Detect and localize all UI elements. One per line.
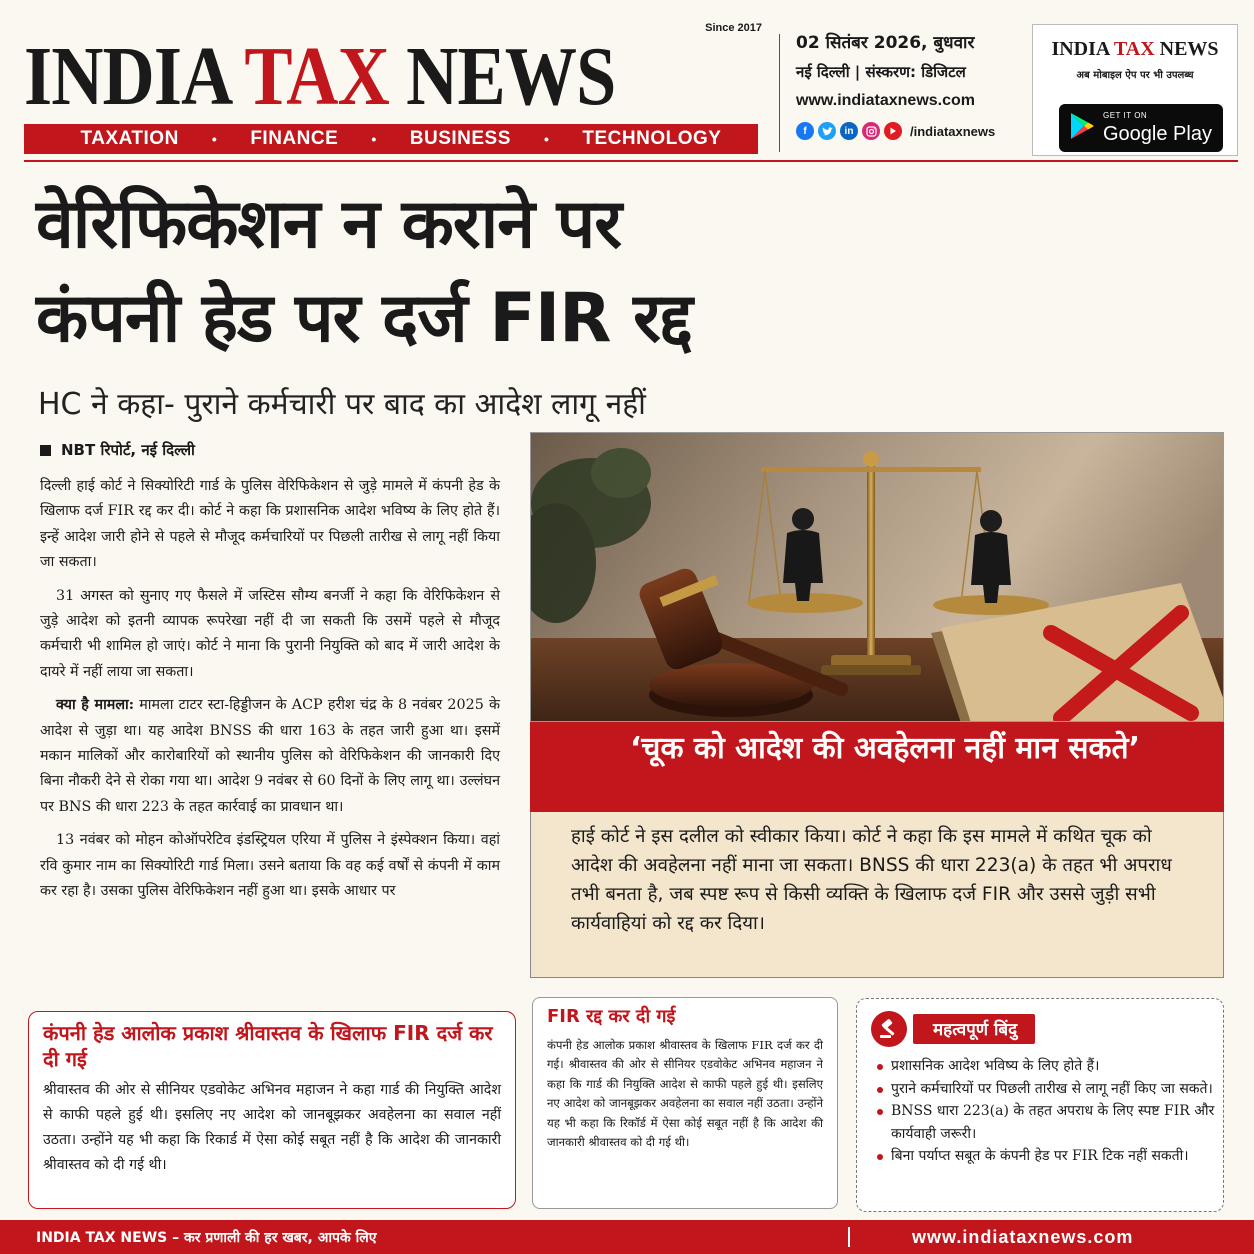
fir-quashed-box (532, 997, 838, 1209)
app-promo-brand (1033, 38, 1237, 61)
masthead-divider (779, 34, 780, 152)
key-point-item: BNSS धारा 223(a) के तहत अपराध के लिए स्पष्ट FIR और कार्यवाही जरूरी। (877, 1100, 1217, 1145)
gavel-icon (871, 1011, 907, 1047)
footer-divider (848, 1227, 850, 1247)
topic-finance[interactable]: FINANCE (250, 128, 339, 149)
key-point-item: पुराने कर्मचारियों पर पिछली तारीख से लागू नहीं किए जा सकते। (877, 1078, 1217, 1101)
social-links (796, 122, 1026, 140)
topics-bar (24, 124, 758, 154)
key-points-list (877, 1055, 1217, 1168)
masthead-rule (24, 160, 1238, 162)
key-point-item: बिना पर्याप्त सबूत के कंपनी हेड पर FIR टिक नहीं सकती। (877, 1145, 1217, 1168)
byline (40, 440, 195, 460)
topic-separator: • (371, 131, 377, 147)
twitter-icon[interactable] (818, 122, 836, 140)
sub-headline: HC ने कहा- पुराने कर्मचारी पर बाद का आदेश लागू नहीं (38, 387, 646, 422)
instagram-icon[interactable] (862, 122, 880, 140)
edition-info (796, 30, 1026, 140)
topic-separator: • (543, 131, 550, 147)
app-brand-part-2: TAX (1113, 38, 1155, 60)
article-body (40, 474, 500, 913)
pull-quote: ‘चूक को आदेश की अवहेलना नहीं मान सकते’ (530, 722, 1224, 812)
facebook-icon[interactable]: f (796, 122, 814, 140)
topic-taxation[interactable]: TAXATION (80, 128, 179, 149)
key-point-item: प्रशासनिक आदेश भविष्य के लिए होते हैं। (877, 1055, 1217, 1078)
key-points-heading: महत्वपूर्ण बिंदु (913, 1014, 1035, 1044)
since-label: Since 2017 (705, 22, 762, 34)
byline-square-icon (40, 445, 51, 456)
fir-registered-box (28, 1011, 516, 1209)
key-points-box (856, 998, 1224, 1212)
app-promo-subtitle: अब मोबाइल ऐप पर भी उपलब्ध (1076, 70, 1194, 81)
fir-quashed-heading: FIR रद्द कर दी गई (547, 1006, 676, 1027)
headline-line-2: कंपनी हेड पर दर्ज FIR रद्द (36, 279, 692, 358)
article-paragraph-3 (40, 693, 500, 820)
case-label: क्या है मामला: (56, 697, 134, 714)
article-paragraph-2: 31 अगस्त को सुनाए गए फैसले में जस्टिस सौम्य बनर्जी ने कहा कि वेरिफिकेशन से जुड़े आदेश को इतनी व्यापक रूपरेखा नहीं दी जा सकती कि उसमें पहले से मौजूद कर्मचारी भी शामिल हो जाएं। कोर्ट ने माना कि पुरानी नियुक्ति को बाद में जारी आदेश के दायरे में नहीं लाया जा सकता। (40, 587, 500, 680)
pull-quote-body: हाई कोर्ट ने इस दलील को स्वीकार किया। कोर्ट ने कहा कि इस मामले में कथित चूक को आदेश की अवहेलना नहीं माना जा सकता। BNSS की धारा 223(a) के तहत भी अपराध तभी बनता है, जब स्पष्ट रूप से किसी व्यक्ति के खिलाफ दर्ज FIR और उससे जुड़ी सभी कार्यवाहियां को रद्द कर दिया। (530, 812, 1224, 978)
brand-logo[interactable] (24, 32, 615, 122)
case-text: मामला टाटर स्टा-हिड्डीजन के ACP हरीश चंद्र के 8 नवंबर 2025 के आदेश से जुड़ा था। यह आदेश BNSS की धारा 163 के तहत जारी हुआ था। इसमें मकान मालिकों और कारोबारियों को स्थानीय पुलिस को वेरिफिकेशन की जानकारी दिए बिना नौकरी देने से रोका गया था। आदेश 9 नवंबर से 60 दिनों के लिए लागू था। उल्लंघन पर BNS की धारा 223 के तहत कार्रवाई का प्रावधान था। (40, 697, 500, 815)
edition-website[interactable]: www.indiataxnews.com (796, 92, 976, 109)
google-play-button[interactable] (1059, 104, 1223, 152)
masthead (24, 18, 762, 158)
google-play-large-text: Google Play (1103, 122, 1212, 145)
youtube-icon[interactable] (884, 122, 902, 140)
fir-registered-body: श्रीवास्तव की ओर से सीनियर एडवोकेट अभिनव महाजन ने कहा गार्ड की नियुक्ति आदेश से काफी पहले हुई थी। इसलिए नए आदेश को जानबूझकर अवहेलना का सवाल नहीं उठता। उन्होंने यह भी कहा कि रिकार्ड में ऐसा कोई सबूत नहीं है कि आदेश की जानकारी श्रीवास्तव को दी गई थी। (43, 1082, 501, 1173)
brand-part-1: INDIA (24, 30, 245, 123)
footer-tagline: INDIA TAX NEWS – कर प्रणाली की हर खबर, आपके लिए (36, 1229, 377, 1246)
footer-website-link[interactable]: www.indiataxnews.com (912, 1226, 1134, 1247)
brand-part-3: NEWS (388, 30, 616, 123)
topic-business[interactable]: BUSINESS (409, 128, 511, 149)
social-handle[interactable]: /indiataxnews (910, 123, 996, 139)
justice-scale-photo (530, 432, 1224, 722)
brand-part-2: TAX (244, 30, 389, 123)
headline-line-1: वेरिफिकेशन न कराने पर (36, 185, 622, 264)
app-promo-box (1032, 24, 1238, 156)
article-paragraph-4: 13 नवंबर को मोहन कोऑपरेटिव इंडस्ट्रियल एरिया में पुलिस ने इंस्पेक्शन किया। वहां रवि कुमार नाम का सिक्योरिटी गार्ड मिला। उसने बताया कि वह कई वर्षों से कंपनी में काम कर रहा है। उसका पुलिस वेरिफिकेशन नहीं हुआ था। इसके आधार पर (40, 832, 500, 900)
edition-date: 02 सितंबर 2026, बुधवार (796, 33, 975, 53)
topic-technology[interactable]: TECHNOLOGY (582, 128, 722, 149)
google-play-icon (1069, 112, 1095, 144)
topic-separator: • (211, 131, 218, 147)
byline-text: NBT रिपोर्ट, नई दिल्ली (61, 441, 195, 459)
article-paragraph-1: दिल्ली हाई कोर्ट ने सिक्योरिटी गार्ड के पुलिस वेरिफिकेशन से जुड़े मामले में कंपनी हेड के खिलाफ दर्ज FIR रद्द कर दी। कोर्ट ने कहा कि प्रशासनिक आदेश भविष्य के लिए होते हैं। इन्हें आदेश जारी होने से पहले से मौजूद कर्मचारियों पर पिछली तारीख से लागू नहीं किया जा सकता। (40, 478, 500, 571)
footer-bar (0, 1220, 1254, 1254)
fir-quashed-body: कंपनी हेड आलोक प्रकाश श्रीवास्तव के खिलाफ FIR दर्ज कर दी गई। श्रीवास्तव की ओर से सीनियर एडवोकेट अभिनव महाजन ने कहा कि गार्ड की नियुक्ति आदेश से काफी पहले हुई थी। इसलिए नए आदेश को जानबूझकर अवहेलना का सवाल नहीं उठता। उन्होंने यह भी कहा कि रिकॉर्ड में ऐसा कोई सबूत नहीं है कि आदेश की जानकारी श्रीवास्तव को दी गई थी। (547, 1038, 823, 1150)
app-brand-part-1: INDIA (1051, 38, 1114, 60)
main-headline (36, 178, 1226, 366)
app-brand-part-3: NEWS (1154, 38, 1219, 60)
google-play-small-text: GET IT ON (1103, 110, 1148, 120)
linkedin-icon[interactable]: in (840, 122, 858, 140)
edition-city: नई दिल्ली | संस्करण: डिजिटल (796, 63, 966, 81)
fir-registered-heading: कंपनी हेड आलोक प्रकाश श्रीवास्तव के खिलाफ FIR दर्ज कर दी गई (43, 1021, 493, 1071)
